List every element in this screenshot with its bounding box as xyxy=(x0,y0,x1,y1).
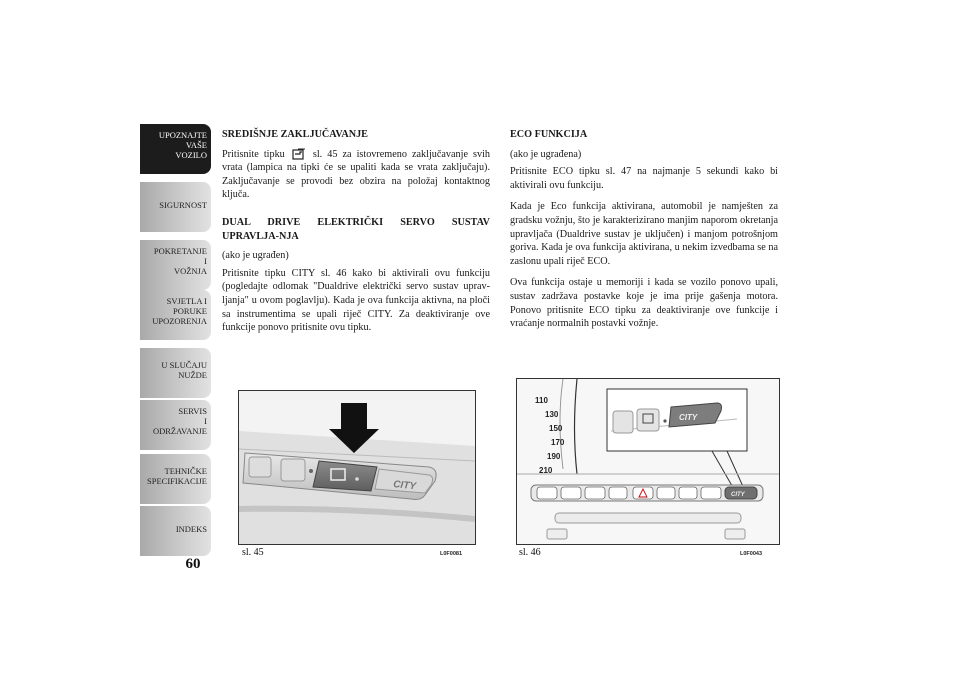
figure-45-code: L0F0081 xyxy=(440,551,463,557)
figure-46-code: L0F0043 xyxy=(740,551,763,557)
fig46-tick-170: 170 xyxy=(551,438,565,447)
fig46-btn-4 xyxy=(609,487,627,499)
text-fragment: Pritisnite tipku xyxy=(222,148,285,160)
note-if-fitted: (ako je ugrađen) xyxy=(222,250,289,262)
fig45-button-2 xyxy=(281,459,305,481)
fig46-btn-2 xyxy=(561,487,581,499)
fig46-inset-city-label: CITY xyxy=(679,413,698,422)
lock-button-icon xyxy=(292,148,306,160)
figure-45-caption: sl. 45 xyxy=(242,547,264,558)
fig46-knob-left xyxy=(547,529,567,539)
fig46-btn-lock xyxy=(701,487,721,499)
paragraph-eco-2: Kada je Eco funkcija aktivirana, automobil je namješten za gradsku vožnju, što je karakterizirano manjim naporom okretanja upravljača (Dualdrive sustav je uključen) i manjom potrošnjom goriva. Kada je ova funkcija aktivirana, u nekim izvedbama se na zaslonu upali riječ ECO. xyxy=(510,201,778,267)
page-number: 60 xyxy=(185,556,201,572)
fig46-tick-110: 110 xyxy=(535,396,548,405)
tab-servis-i-odrzavanje[interactable]: SERVIS I ODRŽAVANJE xyxy=(140,400,211,450)
note-if-fitted-eco: (ako je ugrađena) xyxy=(510,148,582,160)
paragraph-eco-1: Pritisnite ECO tipku sl. 47 na najmanje 5 sekundi kako bi aktivirali ovu funkciju. xyxy=(510,166,778,191)
right-column xyxy=(510,128,778,339)
fig46-city-label: CITY xyxy=(731,492,745,498)
fig45-button-1 xyxy=(249,457,271,477)
fig46-tick-150: 150 xyxy=(549,424,563,433)
paragraph-dual-drive: Pritisnite tipku CITY sl. 46 kako bi aktivirali ovu funkciju (pogledajte odlomak "Dualdrive električki servo sustav uprav-ljanja" u ovom poglavlju). Kada je ova funkcija aktivna, na ploči sa instrumentima se upali riječ CITY. Za deaktiviranje ove funkcije ponovo pritisnite ovu tipku. xyxy=(222,267,490,334)
tab-upoznajte-vase-vozilo[interactable]: UPOZNAJTE VAŠE VOZILO xyxy=(140,124,211,174)
fig46-tick-130: 130 xyxy=(545,410,559,419)
fig45-led-1 xyxy=(309,469,313,473)
section-title-dual-drive: DUAL DRIVE ELEKTRIČKI SERVO SUSTAV UPRAVLJA-NJA xyxy=(222,216,490,242)
text-fragment: sl. 45 za istovremeno zaključavanje svih vrata (lampica na tipki će se upaliti kada se vrata zaključaju). Zaključavanje se provodi bez obzira na položaj kontaktnog ključa. xyxy=(222,148,491,201)
fig45-city-label: CITY xyxy=(392,479,417,493)
figure-46 xyxy=(516,378,780,545)
figure-46-caption: sl. 46 xyxy=(519,547,541,558)
tab-svjetla-i-poruke[interactable]: SVJETLA I PORUKE UPOZORENJA xyxy=(140,290,211,340)
paragraph-eco-3: Ova funkcija ostaje u memoriji i kada se vozilo ponovo upali, sustav zadržava postavke koje je ima prije gašenja motora. Ponovo pritisnite ECO tipku za deaktiviranje ove funkcije i vraćanje normalnih postavki vožnje. xyxy=(510,277,778,330)
section-title-central-locking: SREDIŠNJE ZAKLJUČAVANJE xyxy=(222,129,368,140)
tab-tehnicke-specifikacije[interactable]: TEHNIČKE SPECIFIKACIJE xyxy=(140,454,211,504)
tab-sigurnost[interactable]: SIGURNOST xyxy=(140,182,211,232)
left-column xyxy=(222,128,490,343)
tab-pokretanje-i-voznja[interactable]: POKRETANJE I VOŽNJA xyxy=(140,240,211,290)
fig45-led-2 xyxy=(355,477,359,481)
figure-45-illustration xyxy=(239,391,475,544)
tab-u-slucaju-nuzde[interactable]: U SLUČAJU NUŽDE xyxy=(140,348,211,398)
section-title-eco: ECO FUNKCIJA xyxy=(510,129,588,140)
paragraph-central-locking xyxy=(222,148,490,202)
tab-indeks[interactable]: INDEKS xyxy=(140,506,211,556)
figure-45 xyxy=(238,390,476,545)
fig46-btn-6 xyxy=(657,487,675,499)
fig46-btn-1 xyxy=(537,487,557,499)
fig46-btn-3 xyxy=(585,487,605,499)
fig46-cd-slot xyxy=(555,513,741,523)
fig46-inset-button-1 xyxy=(613,411,633,433)
fig46-knob-right xyxy=(725,529,745,539)
fig46-tick-190: 190 xyxy=(547,452,561,461)
figure-46-illustration xyxy=(517,379,779,544)
fig46-btn-7 xyxy=(679,487,697,499)
fig46-inset-button-2 xyxy=(637,409,659,431)
fig46-tick-210: 210 xyxy=(539,466,553,475)
